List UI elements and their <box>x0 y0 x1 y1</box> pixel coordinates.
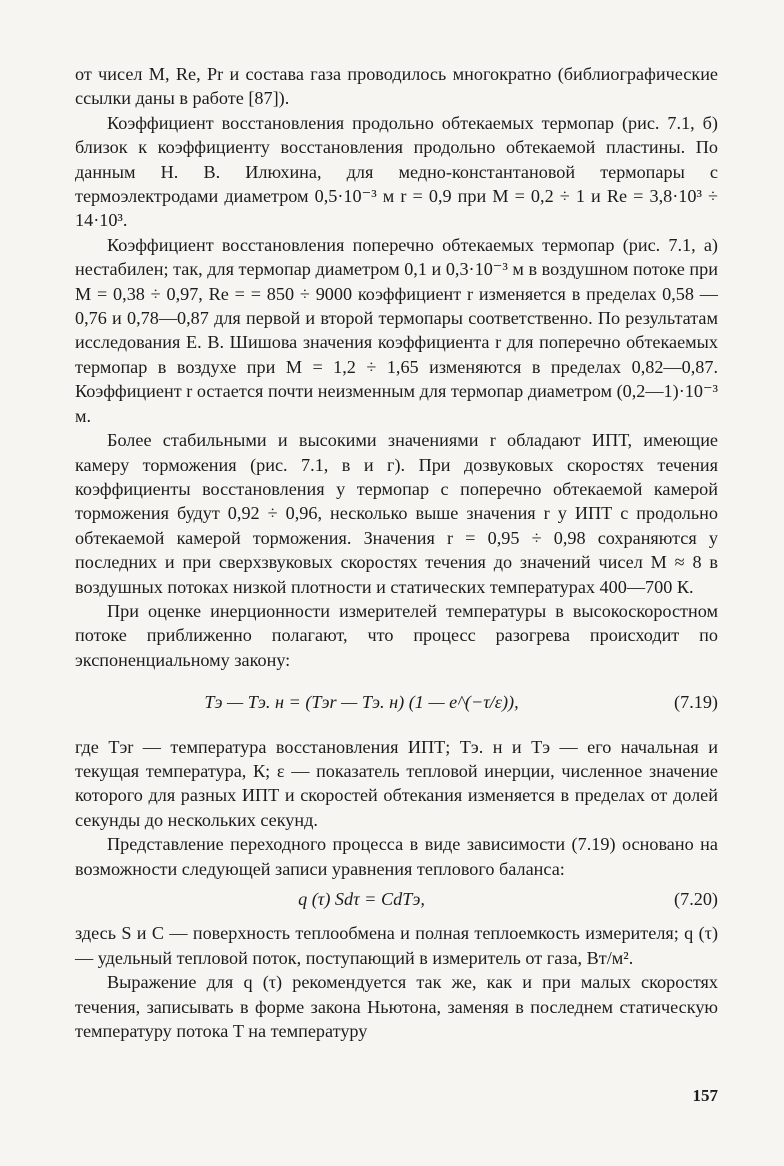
paragraph-9: Выражение для q (τ) рекомендуется так же, как и при малых скоростях течения, записывать в форме закона Ньютона, заменяя в последнем статическую температуру потока T на температуру <box>75 972 718 1042</box>
equation-7-20-formula: q (τ) Sdτ = CdTэ, <box>298 889 425 909</box>
equation-7-20 <box>75 887 718 911</box>
paragraph-8: здесь S и C — поверхность теплообмена и полная теплоемкость измерителя; q (τ) — удельный тепловой поток, поступающий в измеритель от газа, Вт/м². <box>75 923 718 968</box>
paragraph-6: где Tэr — температура восстановления ИПТ; Tэ. н и Tэ — его начальная и текущая температура, К; ε — показатель тепловой инерции, численное значение которого для разных ИПТ и скоростей обтекания изменяется в пределах от долей секунды до нескольких секунд. <box>75 736 718 830</box>
paragraph-3: Коэффициент восстановления поперечно обтекаемых термопар (рис. 7.1, а) нестабилен; так, для термопар диаметром 0,1 и 0,3·10⁻³ м в воздушном потоке при M = 0,38 ÷ 0,97, Re = = 850 ÷ 9000 коэффициент r изменяется в пределах 0,58 — 0,76 и 0,78—0,87 для первой и второй термопары соответственно. По результатам исследования Е. В. Шишова значения коэффициента r для поперечно обтекаемых термопар в воздухе при M = 1,2 ÷ 1,65 изменяются в пределах 0,82—0,87. Коэффициент r остается почти неизменным для термопар диаметром (0,2—1)·10⁻³ м. <box>75 234 718 426</box>
paragraph-5: При оценке инерционности измерителей температуры в высокоскоростном потоке приближенно полагают, что процесс разогрева происходит по экспоненциальному закону: <box>75 600 718 670</box>
equation-7-20-number: (7.20) <box>674 889 718 909</box>
paragraph-2: Коэффициент восстановления продольно обтекаемых термопар (рис. 7.1, б) близок к коэффициенту восстановления продольно обтекаемой пластины. По данным Н. В. Илюхина, для медно-константановой термопары с термоэлектродами диаметром 0,5·10⁻³ м r = 0,9 при M = 0,2 ÷ 1 и Re = 3,8·10³ ÷ 14·10³. <box>75 112 718 231</box>
equation-7-19-number: (7.19) <box>674 692 718 713</box>
paragraph-4: Более стабильными и высокими значениями r обладают ИПТ, имеющие камеру торможения (рис. 7.1, в и г). При дозвуковых скоростях течения коэффициенты восстановления у термопар с поперечно обтекаемой камерой торможения будут 0,92 ÷ 0,96, несколько выше значения r у ИПТ с продольно обтекаемой камерой торможения. Значения r = 0,95 ÷ 0,98 сохраняются у последних и при сверхзвуковых скоростях течения до значений чисел M ≈ 8 в воздушных потоках низкой плотности и статических температурах 400—700 К. <box>75 430 718 597</box>
paragraph-7: Представление переходного процесса в виде зависимости (7.19) основано на возможности следующей записи уравнения теплового баланса: <box>75 834 718 879</box>
equation-7-19-formula: Tэ — Tэ. н = (Tэr — Tэ. н) (1 — e^(−τ/ε)), <box>204 692 519 713</box>
paragraph-1: от чисел M, Re, Pr и состава газа проводилось многократно (библиографические ссылки даны в работе [87]). <box>75 64 718 109</box>
page-number: 157 <box>692 1086 718 1105</box>
equation-7-19 <box>75 690 718 714</box>
